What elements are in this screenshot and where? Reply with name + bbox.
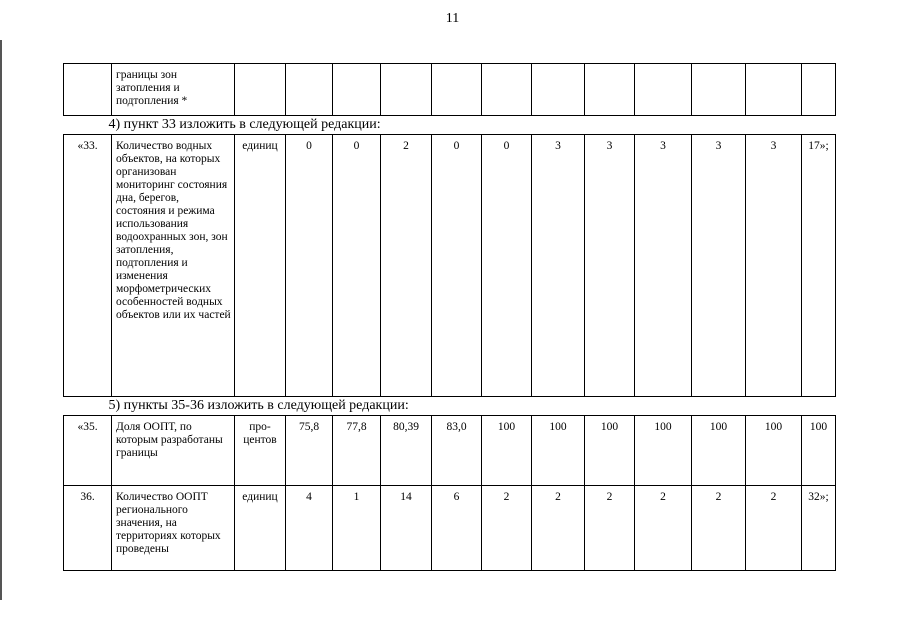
row-number-cell: «33.: [64, 135, 112, 397]
value-cell: 3: [635, 135, 692, 397]
amendment-note-text: 4) пункт 33 изложить в следующей редакции:: [108, 117, 381, 132]
value-cell: [532, 64, 585, 116]
value-cell: 2: [635, 486, 692, 571]
value-cell: 0: [333, 135, 381, 397]
amendment-note-text: 5) пункты 35-36 изложить в следующей редакции:: [108, 398, 409, 413]
value-cell: [635, 64, 692, 116]
margin-line: [0, 40, 2, 600]
indicators-table: [63, 63, 836, 571]
value-cell: [802, 64, 836, 116]
value-cell: 2: [746, 486, 802, 571]
value-cell: 100: [482, 416, 532, 486]
unit-cell: [235, 64, 286, 116]
value-cell: [333, 64, 381, 116]
value-cell: 17»;: [802, 135, 836, 397]
value-cell: 32»;: [802, 486, 836, 571]
table-row: [64, 64, 836, 116]
amendment-note: [64, 116, 836, 135]
unit-cell: единиц: [235, 486, 286, 571]
amendment-note: [64, 397, 836, 416]
value-cell: 100: [802, 416, 836, 486]
value-cell: 3: [585, 135, 635, 397]
value-cell: 1: [333, 486, 381, 571]
value-cell: 3: [692, 135, 746, 397]
value-cell: 2: [482, 486, 532, 571]
value-cell: 2: [532, 486, 585, 571]
value-cell: 6: [432, 486, 482, 571]
page-number: 11: [445, 11, 460, 26]
indicator-name-cell: Доля ООПТ, по которым разработаны границы: [112, 416, 235, 486]
value-cell: 2: [585, 486, 635, 571]
table-row: [64, 135, 836, 397]
value-cell: 100: [532, 416, 585, 486]
value-cell: 100: [585, 416, 635, 486]
value-cell: [432, 64, 482, 116]
value-cell: [692, 64, 746, 116]
row-number-cell: [64, 64, 112, 116]
value-cell: 100: [746, 416, 802, 486]
value-cell: 3: [532, 135, 585, 397]
value-cell: 0: [286, 135, 333, 397]
row-number-cell: «35.: [64, 416, 112, 486]
value-cell: 2: [692, 486, 746, 571]
value-cell: 83,0: [432, 416, 482, 486]
table-row: [64, 486, 836, 571]
value-cell: [585, 64, 635, 116]
value-cell: 80,39: [381, 416, 432, 486]
value-cell: 75,8: [286, 416, 333, 486]
indicator-name-cell: Количество ООПТ регионального значения, на территориях которых проведены: [112, 486, 235, 571]
value-cell: [746, 64, 802, 116]
row-number-cell: 36.: [64, 486, 112, 571]
table-row: [64, 416, 836, 486]
unit-cell: единиц: [235, 135, 286, 397]
value-cell: [381, 64, 432, 116]
value-cell: 100: [692, 416, 746, 486]
value-cell: 77,8: [333, 416, 381, 486]
value-cell: 4: [286, 486, 333, 571]
value-cell: 0: [432, 135, 482, 397]
value-cell: 100: [635, 416, 692, 486]
indicator-name-cell: границы зон затопления и подтопления *: [112, 64, 235, 116]
indicator-name-cell: Количество водных объектов, на которых организован мониторинг состояния дна, берегов, состояния и режима использования водоохранных зон, зон затопления, подтопления и изменения морфометрических особенностей водных объектов или их частей: [112, 135, 235, 397]
value-cell: 2: [381, 135, 432, 397]
value-cell: 3: [746, 135, 802, 397]
value-cell: 0: [482, 135, 532, 397]
unit-cell: про- центов: [235, 416, 286, 486]
value-cell: [482, 64, 532, 116]
value-cell: 14: [381, 486, 432, 571]
value-cell: [286, 64, 333, 116]
